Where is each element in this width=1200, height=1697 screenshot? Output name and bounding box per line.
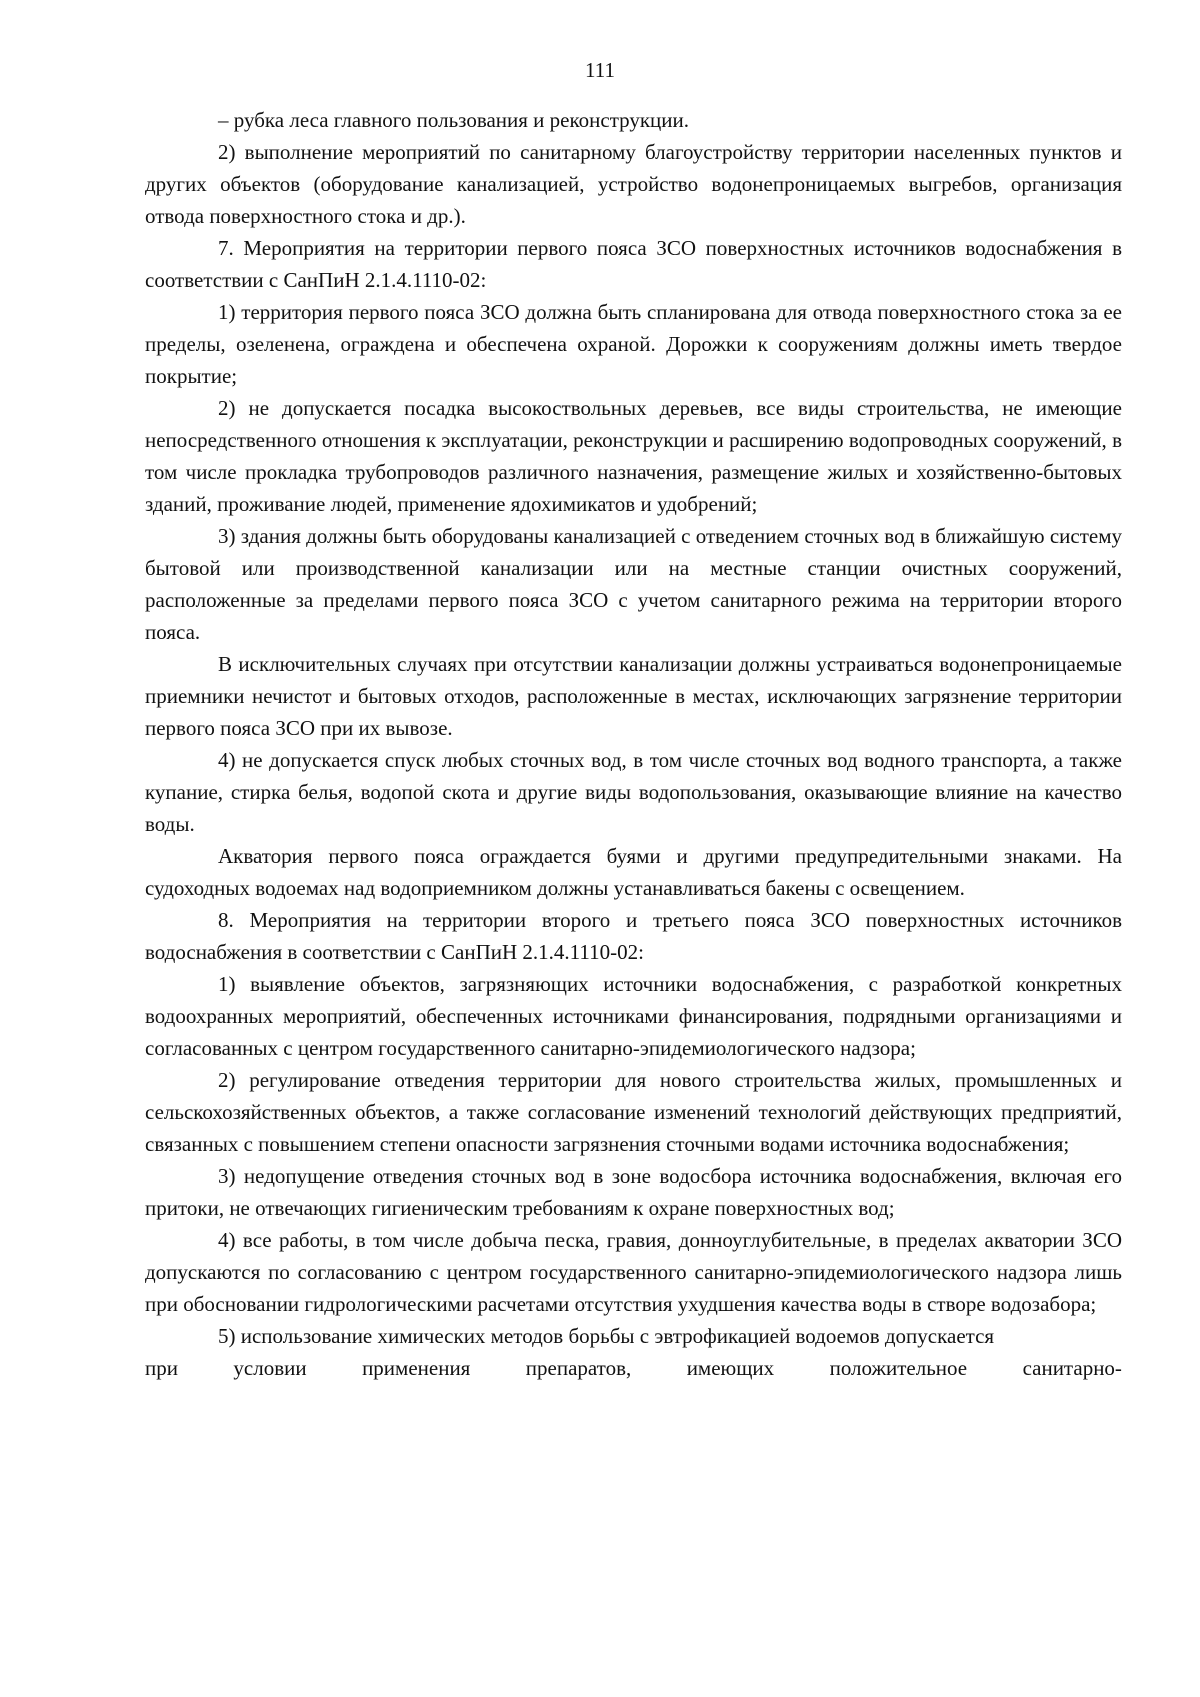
paragraph: 7. Мероприятия на территории первого пояса ЗСО поверхностных источников водоснабжения в соответствии с СанПиН 2.1.4.1110-02: <box>145 236 1122 292</box>
word: положительное <box>829 1356 968 1380</box>
page-number: 111 <box>585 58 615 82</box>
word: санитарно- <box>1022 1356 1122 1380</box>
paragraph: – рубка леса главного пользования и реконструкции. <box>218 108 690 132</box>
paragraph: В исключительных случаях при отсутствии канализации должны устраиваться водонепроницаемые приемники нечистот и бытовых отходов, расположенные в местах, исключающих загрязнение территории первого пояса ЗСО при их вывозе. <box>145 652 1122 740</box>
paragraph: 5) использование химических методов борьбы с эвтрофикацией водоемов допускается <box>218 1324 995 1348</box>
paragraph: 3) недопущение отведения сточных вод в зоне водосбора источника водоснабжения, включая его притоки, не отвечающих гигиеническим требованиям к охране поверхностных вод; <box>145 1164 1122 1220</box>
word: применения <box>362 1356 471 1380</box>
paragraph: 8. Мероприятия на территории второго и третьего пояса ЗСО поверхностных источников водоснабжения в соответствии с СанПиН 2.1.4.1110-02: <box>145 908 1122 964</box>
word: при <box>145 1356 178 1380</box>
paragraph: 1) выявление объектов, загрязняющих источники водоснабжения, с разработкой конкретных водоохранных мероприятий, обеспеченных источниками финансирования, подрядными организациями и согласованных с центром государственного санитарно-эпидемиологического надзора; <box>145 972 1122 1060</box>
continued-line <box>145 1352 1122 1384</box>
word: условии <box>233 1356 307 1380</box>
paragraph: 2) выполнение мероприятий по санитарному благоустройству территории населенных пунктов и других объектов (оборудование канализацией, устройство водонепроницаемых выгребов, организация отвода поверхностного стока и др.). <box>145 140 1122 228</box>
word: препаратов, <box>525 1356 632 1380</box>
body-text <box>145 104 1122 1384</box>
paragraph: 1) территория первого пояса ЗСО должна быть спланирована для отвода поверхностного стока за ее пределы, озеленена, ограждена и обеспечена охраной. Дорожки к сооружениям должны иметь твердое покрытие; <box>145 300 1122 388</box>
paragraph: 2) не допускается посадка высокоствольных деревьев, все виды строительства, не имеющие непосредственного отношения к эксплуатации, реконструкции и расширению водопроводных сооружений, в том числе прокладка трубопроводов различного назначения, размещение жилых и хозяйственно-бытовых зданий, проживание людей, применение ядохимикатов и удобрений; <box>145 396 1122 516</box>
paragraph: 4) все работы, в том числе добыча песка, гравия, донноуглубительные, в пределах акватории ЗСО допускаются по согласованию с центром государственного санитарно-эпидемиологического надзора лишь при обосновании гидрологическими расчетами отсутствия ухудшения качества воды в створе водозабора; <box>145 1228 1122 1316</box>
paragraph: 4) не допускается спуск любых сточных вод, в том числе сточных вод водного транспорта, а также купание, стирка белья, водопой скота и другие виды водопользования, оказывающие влияние на качество воды. <box>145 748 1122 836</box>
paragraph: Акватория первого пояса ограждается буями и другими предупредительными знаками. На судоходных водоемах над водоприемником должны устанавливаться бакены с освещением. <box>145 844 1122 900</box>
paragraph: 2) регулирование отведения территории для нового строительства жилых, промышленных и сельскохозяйственных объектов, а также согласование изменений технологий действующих предприятий, связанных с повышением степени опасности загрязнения сточными водами источника водоснабжения; <box>145 1068 1122 1156</box>
paragraph: 3) здания должны быть оборудованы канализацией с отведением сточных вод в ближайшую систему бытовой или производственной канализации или на местные станции очистных сооружений, расположенные за пределами первого пояса ЗСО с учетом санитарного режима на территории второго пояса. <box>145 524 1122 644</box>
word: имеющих <box>686 1356 775 1380</box>
